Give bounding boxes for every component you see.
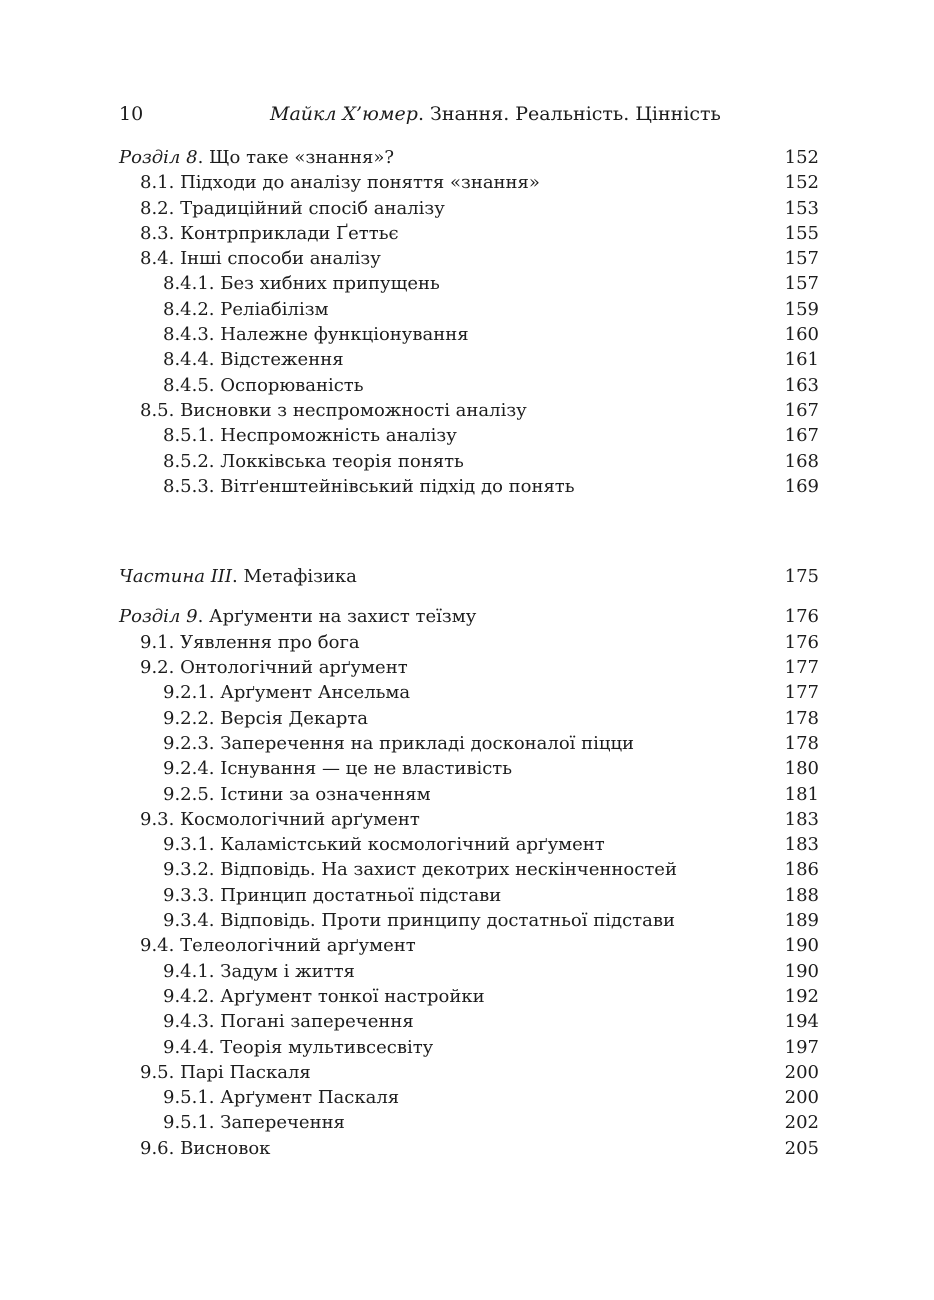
toc-entry-page-number: 177 — [784, 682, 819, 704]
toc-entry-page-number: 188 — [784, 884, 819, 906]
toc-heading-entry — [119, 564, 819, 589]
toc-entry-text: 8.4.4. Відстеження — [163, 349, 344, 371]
toc-entry-page-number: 159 — [784, 298, 819, 320]
toc-entry-page-number: 186 — [784, 859, 819, 881]
toc-spacer — [119, 589, 819, 604]
toc-entry-text: 9.4. Телеологічний арґумент — [140, 935, 416, 957]
toc-entry-page-number: 178 — [784, 732, 819, 754]
toc-entry — [119, 680, 819, 705]
toc-entry-label — [140, 657, 408, 678]
toc-entry-label — [163, 682, 410, 703]
toc-entry — [119, 933, 819, 958]
toc-entry — [119, 1085, 819, 1110]
toc-entry-text: 8.5.3. Вітґенштейнівський підхід до понять — [163, 475, 575, 497]
toc-entry-text: 8.2. Традиційний спосіб аналізу — [140, 197, 445, 219]
toc-entry-label — [163, 476, 575, 497]
toc-entry-text: 9.4.1. Задум і життя — [163, 960, 355, 982]
toc-entry-text: 9.3.3. Принцип достатньої підстави — [163, 884, 502, 906]
toc-entry-label — [119, 606, 476, 627]
toc-entry-page-number: 152 — [784, 172, 819, 194]
toc-entry-page-number: 177 — [784, 657, 819, 679]
toc-entry-text: 8.4. Інші способи аналізу — [140, 248, 381, 270]
toc-entry-label — [163, 859, 677, 880]
toc-entry-text: 9.3.2. Відповідь. На захист декотрих нескінченностей — [163, 859, 677, 881]
toc-entry-label — [163, 349, 344, 370]
table-of-contents — [119, 145, 819, 1161]
toc-entry — [119, 1136, 819, 1161]
toc-entry-label — [140, 1138, 270, 1159]
toc-entry-label — [163, 375, 364, 396]
toc-entry-page-number: 167 — [784, 425, 819, 447]
toc-entry-text: 9.2.5. Істини за означенням — [163, 783, 431, 805]
toc-entry-label — [163, 834, 605, 855]
toc-entry-label — [163, 733, 634, 754]
toc-entry-page-number: 205 — [784, 1137, 819, 1159]
toc-entry — [119, 246, 819, 271]
toc-entry-label — [140, 809, 420, 830]
toc-entry-text: 8.4.2. Реліабілізм — [163, 298, 329, 320]
toc-entry — [119, 1060, 819, 1085]
running-title-author: Майкл Х’юмер — [270, 103, 418, 125]
toc-entry-page-number: 181 — [784, 783, 819, 805]
toc-entry-label — [163, 273, 440, 294]
toc-entry — [119, 1110, 819, 1135]
toc-entry — [119, 373, 819, 398]
toc-entry-page-number: 155 — [784, 222, 819, 244]
toc-entry-label — [119, 147, 394, 168]
toc-entry-text: 9.2. Онтологічний арґумент — [140, 657, 408, 679]
toc-entry-text: . Метафізика — [232, 566, 357, 588]
toc-entry — [119, 883, 819, 908]
toc-entry — [119, 271, 819, 296]
toc-entry-prefix: Розділ 8 — [119, 147, 198, 168]
toc-entry-text: 8.1. Підходи до аналізу поняття «знання» — [140, 172, 540, 194]
toc-entry — [119, 807, 819, 832]
toc-entry-label — [140, 223, 399, 244]
toc-entry-text: 9.2.1. Арґумент Ансельма — [163, 682, 411, 704]
toc-entry-page-number: 194 — [784, 1011, 819, 1033]
toc-entry — [119, 731, 819, 756]
toc-spacer — [119, 499, 819, 564]
toc-entry — [119, 959, 819, 984]
toc-entry-prefix: Частина ІІІ — [119, 566, 233, 588]
toc-entry — [119, 857, 819, 882]
toc-heading-entry — [119, 604, 819, 629]
toc-entry — [119, 782, 819, 807]
toc-entry-page-number: 200 — [784, 1087, 819, 1109]
toc-entry-page-number: 200 — [784, 1061, 819, 1083]
toc-entry — [119, 984, 819, 1009]
toc-entry-text: 9.3.4. Відповідь. Проти принципу достатньої підстави — [163, 910, 675, 932]
toc-entry-text: 9.1. Уявлення про бога — [140, 631, 360, 653]
toc-entry-page-number: 157 — [784, 248, 819, 270]
page-header — [119, 100, 819, 128]
toc-entry-text: 9.4.3. Погані заперечення — [163, 1011, 414, 1033]
toc-entry-text: 9.3.1. Каламістський космологічний арґумент — [163, 834, 605, 856]
toc-entry-page-number: 176 — [784, 606, 819, 628]
toc-entry — [119, 655, 819, 680]
toc-entry-label — [163, 910, 675, 931]
toc-entry-page-number: 202 — [784, 1112, 819, 1134]
toc-entry-page-number: 167 — [784, 399, 819, 421]
toc-entry-label — [163, 451, 464, 472]
toc-heading-entry — [119, 145, 819, 170]
toc-entry — [119, 170, 819, 195]
toc-entry-label — [163, 784, 431, 805]
toc-entry — [119, 832, 819, 857]
toc-entry-label — [140, 172, 540, 193]
toc-entry-text: 9.2.3. Заперечення на прикладі досконалої піцци — [163, 732, 635, 754]
toc-entry — [119, 347, 819, 372]
toc-entry-page-number: 175 — [784, 566, 819, 588]
toc-entry-label — [163, 758, 512, 779]
toc-entry — [119, 630, 819, 655]
toc-entry-text: 9.5. Парі Паскаля — [140, 1061, 311, 1083]
page-number: 10 — [119, 103, 144, 125]
toc-entry-text: 8.5. Висновки з неспроможності аналізу — [140, 399, 527, 421]
toc-entry — [119, 398, 819, 423]
toc-entry-text: 8.5.1. Неспроможність аналізу — [163, 425, 457, 447]
toc-entry — [119, 322, 819, 347]
toc-entry-text: 8.5.2. Локківська теорія понять — [163, 450, 464, 472]
toc-entry-page-number: 163 — [784, 374, 819, 396]
toc-entry-text: 9.2.2. Версія Декарта — [163, 707, 369, 729]
toc-entry-page-number: 161 — [784, 349, 819, 371]
toc-entry-page-number: 183 — [784, 834, 819, 856]
toc-entry-page-number: 176 — [784, 631, 819, 653]
toc-entry-label — [140, 198, 445, 219]
toc-entry-page-number: 160 — [784, 324, 819, 346]
toc-entry-label — [163, 1087, 399, 1108]
toc-entry-text: . Що таке «знання»? — [197, 147, 395, 168]
toc-entry-text: . Арґументи на захист теїзму — [197, 606, 477, 628]
toc-entry-label — [140, 248, 381, 269]
toc-entry-prefix: Розділ 9 — [119, 606, 198, 628]
toc-entry-page-number: 168 — [784, 450, 819, 472]
toc-entry-text: 9.5.1. Арґумент Паскаля — [163, 1087, 400, 1109]
toc-entry — [119, 196, 819, 221]
toc-entry-text: 8.3. Контрприклади Ґеттьє — [140, 222, 399, 244]
toc-entry-page-number: 152 — [784, 147, 819, 168]
toc-entry-page-number: 192 — [784, 985, 819, 1007]
toc-entry-page-number: 197 — [784, 1036, 819, 1058]
toc-entry — [119, 474, 819, 499]
toc-entry-label — [163, 324, 469, 345]
toc-entry-label — [163, 708, 368, 729]
toc-entry — [119, 1035, 819, 1060]
toc-entry-text: 8.4.1. Без хибних припущень — [163, 273, 440, 295]
toc-entry-page-number: 189 — [784, 910, 819, 932]
toc-entry-label — [163, 961, 355, 982]
toc-entry-label — [163, 1011, 414, 1032]
toc-entry-page-number: 169 — [784, 475, 819, 497]
toc-entry-text: 8.4.5. Оспорюваність — [163, 374, 364, 396]
running-title-book: . Знання. Реальність. Цінність — [417, 103, 721, 125]
toc-entry — [119, 449, 819, 474]
toc-entry — [119, 1009, 819, 1034]
toc-entry-text: 9.2.4. Існування — це не властивість — [163, 758, 513, 780]
toc-entry-label — [163, 1037, 433, 1058]
toc-entry-label — [140, 632, 360, 653]
toc-entry-page-number: 190 — [784, 960, 819, 982]
toc-entry-label — [163, 885, 501, 906]
toc-entry — [119, 221, 819, 246]
toc-entry-label — [140, 1062, 311, 1083]
toc-entry-page-number: 183 — [784, 808, 819, 830]
toc-entry-text: 9.3. Космологічний арґумент — [140, 808, 420, 830]
toc-entry-label — [163, 299, 329, 320]
toc-entry-text: 9.4.2. Арґумент тонкої настройки — [163, 985, 485, 1007]
toc-entry-label — [140, 935, 416, 956]
toc-entry-text: 9.5.1. Заперечення — [163, 1112, 345, 1134]
toc-entry — [119, 297, 819, 322]
toc-entry — [119, 423, 819, 448]
running-title — [270, 100, 721, 128]
toc-entry — [119, 706, 819, 731]
toc-entry-page-number: 153 — [784, 197, 819, 219]
toc-entry-page-number: 178 — [784, 707, 819, 729]
toc-entry — [119, 756, 819, 781]
toc-entry-label — [163, 986, 485, 1007]
toc-entry-label — [119, 566, 357, 587]
toc-entry-text: 9.4.4. Теорія мультивсесвіту — [163, 1036, 434, 1058]
toc-entry-label — [140, 400, 527, 421]
toc-entry-page-number: 157 — [784, 273, 819, 295]
toc-entry — [119, 908, 819, 933]
toc-entry-text: 8.4.3. Належне функціонування — [163, 324, 469, 346]
toc-entry-label — [163, 425, 457, 446]
toc-entry-text: 9.6. Висновок — [140, 1137, 271, 1159]
toc-entry-page-number: 180 — [784, 758, 819, 780]
toc-entry-page-number: 190 — [784, 935, 819, 957]
toc-entry-label — [163, 1112, 345, 1133]
